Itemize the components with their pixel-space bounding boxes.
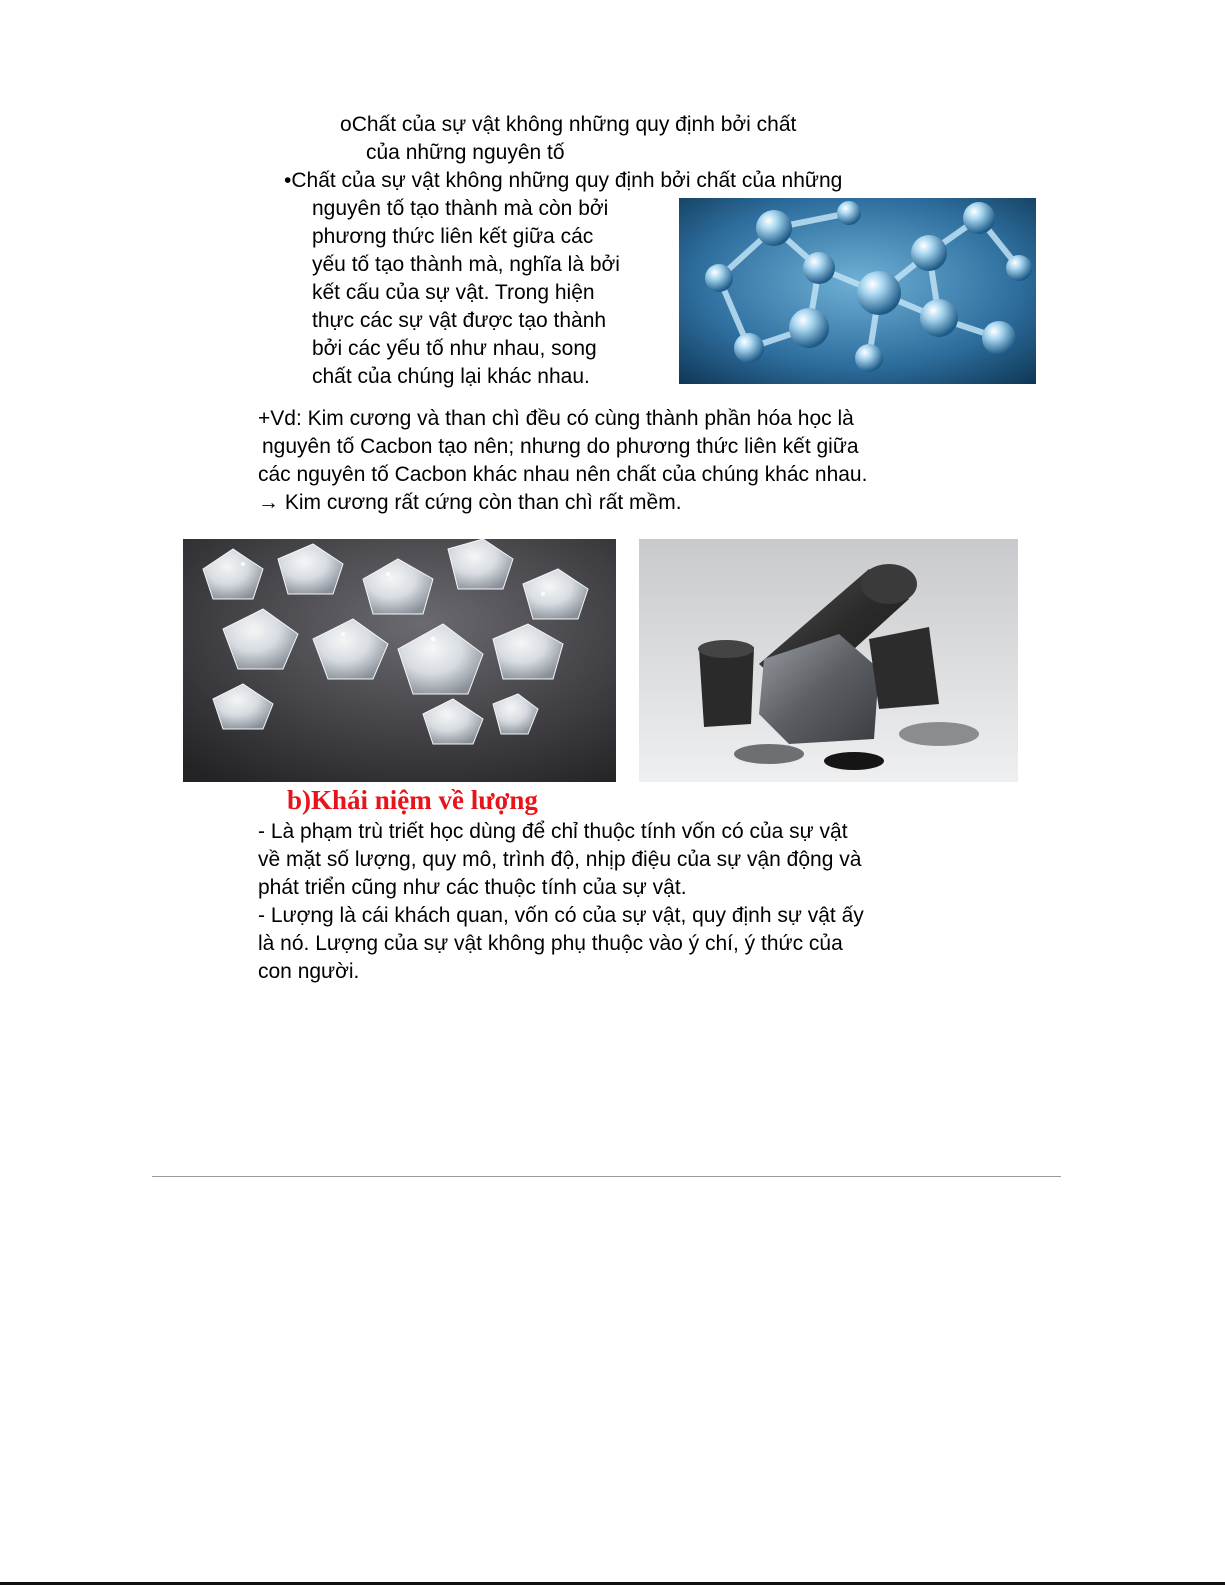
example-line-4: → Kim cương rất cứng còn than chì rất mềm. (258, 491, 682, 514)
sub-bullet-line-1 (340, 110, 796, 139)
bullet-line-4: yếu tố tạo thành mà, nghĩa là bởi (312, 253, 620, 276)
bullet-text-1: Chất của sự vật không những quy định bởi chất của những (291, 169, 843, 192)
bullet-line-7: bởi các yếu tố như nhau, song (312, 337, 597, 360)
bullet-line-6: thực các sự vật được tạo thành (312, 309, 607, 332)
section-b-line-3: phát triển cũng như các thuộc tính của sự vật. (258, 876, 687, 899)
diamond-illustration (183, 539, 616, 782)
section-b-line-5: là nó. Lượng của sự vật không phụ thuộc vào ý chí, ý thức của (258, 932, 843, 955)
bullet-line-1 (284, 166, 842, 195)
example-line-3: các nguyên tố Cacbon khác nhau nên chất của chúng khác nhau. (258, 463, 868, 486)
diamond-image (183, 539, 616, 782)
sub-bullet-text-1: Chất của sự vật không những quy định bởi chất (351, 113, 797, 136)
molecule-image (679, 198, 1036, 384)
section-b-line-6: con người. (258, 960, 360, 983)
graphite-image (639, 539, 1018, 782)
section-b-heading: b)Khái niệm về lượng (287, 785, 538, 815)
molecule-illustration (679, 198, 1036, 384)
example-line-1: +Vd: Kim cương và than chì đều có cùng thành phần hóa học là (258, 407, 854, 430)
page-divider (152, 1176, 1061, 1177)
sub-bullet-line-2: của những nguyên tố (366, 141, 565, 164)
example-line-2: nguyên tố Cacbon tạo nên; nhưng do phương thức liên kết giữa (262, 435, 859, 458)
bullet-line-8: chất của chúng lại khác nhau. (312, 365, 590, 388)
bullet-line-2: nguyên tố tạo thành mà còn bởi (312, 197, 609, 220)
bullet-line-3: phương thức liên kết giữa các (312, 225, 594, 248)
section-b-line-1: - Là phạm trù triết học dùng để chỉ thuộc tính vốn có của sự vật (258, 820, 848, 843)
sub-bullet-marker: o (340, 113, 352, 136)
section-b-line-2: về mặt số lượng, quy mô, trình độ, nhịp điệu của sự vận động và (258, 848, 862, 871)
section-b-line-4: - Lượng là cái khách quan, vốn có của sự vật, quy định sự vật ấy (258, 904, 864, 927)
bullet-marker: • (284, 169, 292, 192)
bullet-line-5: kết cấu của sự vật. Trong hiện (312, 281, 595, 304)
graphite-illustration (639, 539, 1018, 782)
